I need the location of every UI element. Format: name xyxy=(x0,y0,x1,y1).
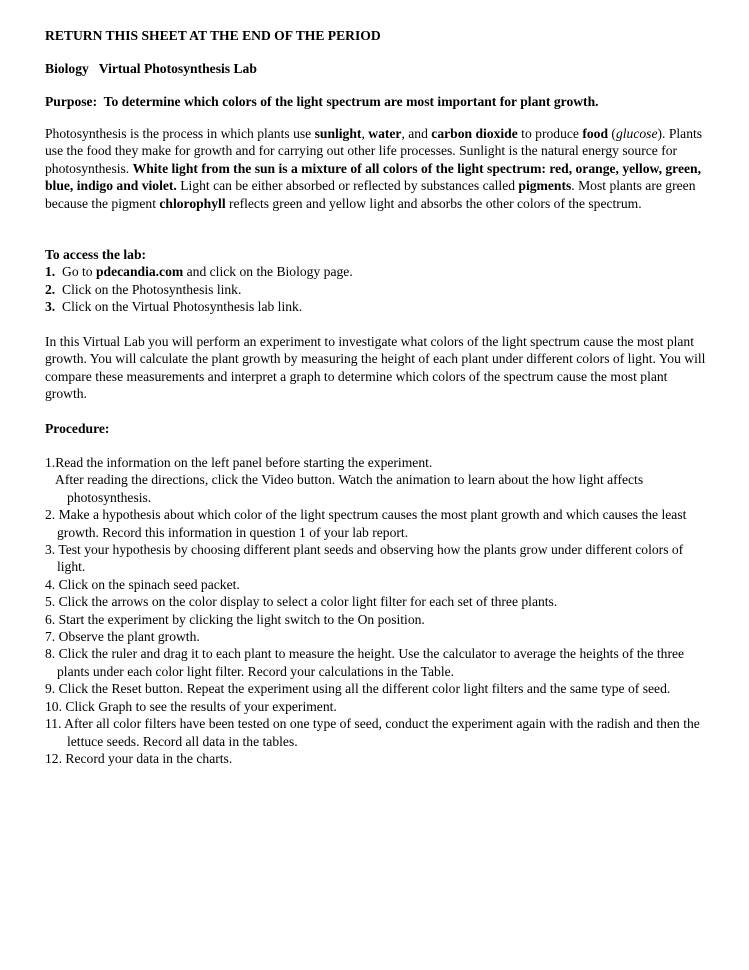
access-heading: To access the lab: xyxy=(45,247,147,262)
procedure-step-3: 3. Test your hypothesis by choosing different plant seeds and observing how the plants grow under different colors of light. xyxy=(45,542,684,575)
term-glucose: glucose xyxy=(615,126,658,141)
term-carbon-dioxide: carbon dioxide xyxy=(431,126,518,141)
course-name: Biology xyxy=(45,61,89,76)
procedure-step-4: 4. Click on the spinach seed packet. xyxy=(45,576,240,592)
access-step-3: 3. Click on the Virtual Photosynthesis lab link. xyxy=(45,299,303,315)
site-link[interactable]: pdecandia.com xyxy=(95,264,184,280)
lab-title: Virtual Photosynthesis Lab xyxy=(98,61,257,76)
term-chlorophyll: chlorophyll xyxy=(159,195,226,211)
term-sunlight: sunlight xyxy=(314,126,362,141)
procedure-step-9: 9. Click the Reset button. Repeat the experiment using all the different color light filters and the same type of seed. xyxy=(45,681,671,697)
access-section xyxy=(45,246,709,316)
access-step-1: 1. Go to pdecandia.com and click on the Biology page. xyxy=(45,264,353,280)
purpose-text: To determine which colors of the light spectrum are most important for plant growth. xyxy=(103,94,599,109)
lab-title-line xyxy=(45,60,709,77)
intro-paragraph: Photosynthesis is the process in which plants use sunlight, water, and carbon dioxide to produce food (glucose). Plants use the food they make for growth and for carrying out other life processes. Sunlight is the natural energy source for photosynthesis. White light from the sun is a mixture of all colors of the light spectrum: red, orange, yellow, green, blue, indigo and violet. Light can be either absorbed or reflected by substances called pigments. Most plants are green because the pigment chlorophyll reflects green and yellow light and absorbs the other colors of the spectrum. xyxy=(45,126,703,211)
procedure-step-5: 5. Click the arrows on the color display to select a color light filter for each set of three plants. xyxy=(45,594,558,610)
procedure-step-2: 2. Make a hypothesis about which color of the light spectrum causes the most plant growth and which causes the least growth. Record this information in question 1 of your lab report. xyxy=(45,507,687,540)
procedure-step-1: 1.Read the information on the left panel before starting the experiment. xyxy=(45,455,433,470)
overview-paragraph: In this Virtual Lab you will perform an experiment to investigate what colors of the light spectrum cause the most plant growth. You will calculate the plant growth by measuring the height of each plant under different colors of light. You will compare these measurements and interpret a graph to determine which colors of the spectrum cause the most plant growth. xyxy=(45,334,706,402)
term-pigments: pigments xyxy=(518,178,572,194)
procedure-step-12: 12. Record your data in the charts. xyxy=(45,750,233,766)
procedure-heading: Procedure: xyxy=(45,421,110,436)
procedure-step-1-detail: After reading the directions, click the Video button. Watch the animation to learn about the how light affects photosynthesis. xyxy=(55,472,644,505)
procedure-step-7: 7. Observe the plant growth. xyxy=(45,629,200,645)
procedure-list xyxy=(45,454,709,767)
term-food: food xyxy=(582,126,609,141)
white-light-statement: White light from the sun is a mixture of all colors of the light spectrum: red, orange, yellow, green, blue, indigo and violet. xyxy=(45,160,701,194)
term-water: water xyxy=(368,126,402,141)
procedure-step-6: 6. Start the experiment by clicking the light switch to the On position. xyxy=(45,611,425,627)
procedure-step-10: 10. Click Graph to see the results of your experiment. xyxy=(45,698,337,714)
purpose-line xyxy=(45,93,709,110)
access-step-2: 2. Click on the Photosynthesis link. xyxy=(45,281,242,297)
procedure-step-8: 8. Click the ruler and drag it to each plant to measure the height. Use the calculator to average the heights of the three plants under each color light filter. Record your calculations in the Table. xyxy=(45,646,685,679)
procedure-step-11: 11. After all color filters have been tested on one type of seed, conduct the experiment again with the radish and then the lettuce seeds. Record all data in the tables. xyxy=(45,716,700,749)
return-notice: RETURN THIS SHEET AT THE END OF THE PERIOD xyxy=(45,28,381,43)
purpose-label: Purpose: xyxy=(45,94,98,109)
